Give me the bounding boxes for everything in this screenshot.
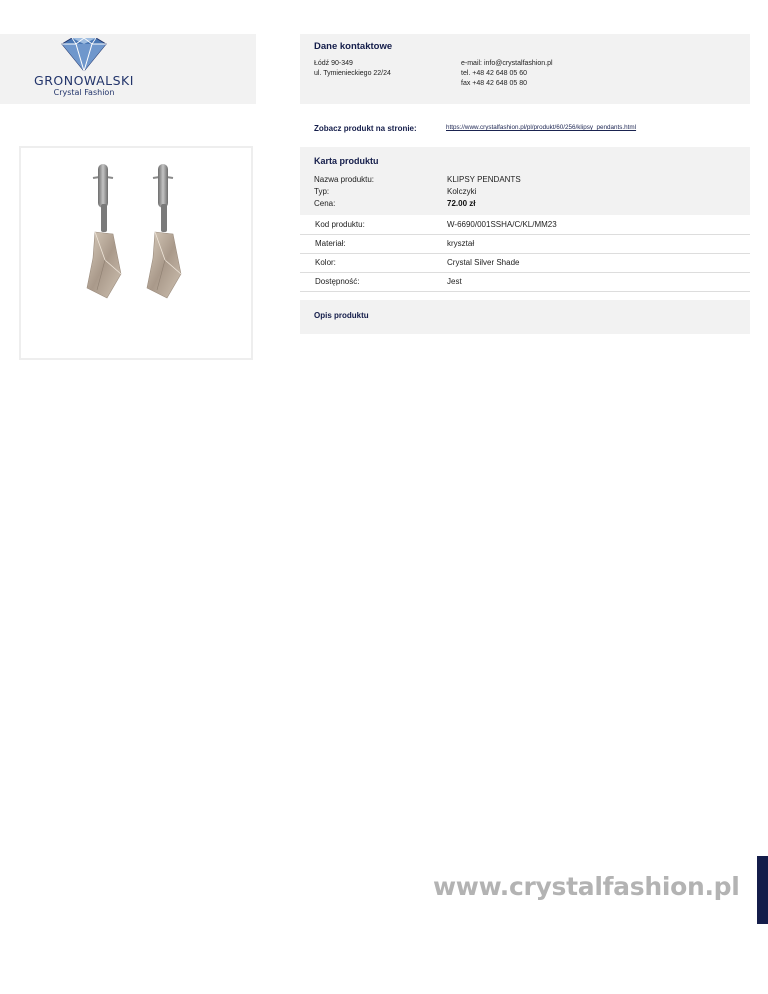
row-value: kryształ xyxy=(447,239,475,248)
row-value: W-6690/001SSHA/C/KL/MM23 xyxy=(447,220,557,229)
logo-tagline: Crystal Fashion xyxy=(53,88,115,97)
product-image xyxy=(19,146,253,360)
contact-email: e-mail: info@crystalfashion.pl xyxy=(461,60,553,67)
row-color xyxy=(300,253,750,273)
name-label: Nazwa produktu: xyxy=(314,175,375,184)
price-value: 72.00 zł xyxy=(447,199,476,208)
contact-title: Dane kontaktowe xyxy=(314,41,393,52)
logo-brand: GRONOWALSKI xyxy=(34,73,134,88)
name-value: KLIPSY PENDANTS xyxy=(447,175,521,184)
contact-tel: tel. +48 42 648 05 60 xyxy=(461,70,527,77)
row-material xyxy=(300,234,750,254)
row-label: Kolor: xyxy=(315,258,336,267)
contact-panel xyxy=(300,34,750,104)
description-title: Opis produktu xyxy=(314,311,369,320)
row-availability xyxy=(300,272,750,292)
row-value: Jest xyxy=(447,277,462,286)
row-value: Crystal Silver Shade xyxy=(447,258,520,267)
diamond-logo-icon xyxy=(60,38,108,72)
contact-city: Łódź 90-349 xyxy=(314,60,353,67)
row-label: Kod produktu: xyxy=(315,220,365,229)
contact-street: ul. Tymienieckiego 22/24 xyxy=(314,70,391,77)
price-label: Cena: xyxy=(314,199,336,208)
type-value: Kolczyki xyxy=(447,187,477,196)
footer-accent-bar xyxy=(757,856,768,924)
card-title: Karta produktu xyxy=(314,156,379,166)
earrings-image xyxy=(21,148,251,358)
row-label: Materiał: xyxy=(315,239,346,248)
contact-fax: fax +48 42 648 05 80 xyxy=(461,80,527,87)
logo-panel xyxy=(0,34,256,104)
footer-url: www.crystalfashion.pl xyxy=(433,872,740,901)
description-panel xyxy=(300,300,750,334)
product-url-link[interactable]: https://www.crystalfashion.pl/pl/produkt/60/256/klipsy_pendants.html xyxy=(446,124,637,131)
row-label: Dostępność: xyxy=(315,277,360,286)
see-product-label: Zobacz produkt na stronie: xyxy=(314,124,417,133)
product-card-header xyxy=(300,147,750,215)
type-label: Typ: xyxy=(314,187,330,196)
row-product-code xyxy=(300,215,750,235)
